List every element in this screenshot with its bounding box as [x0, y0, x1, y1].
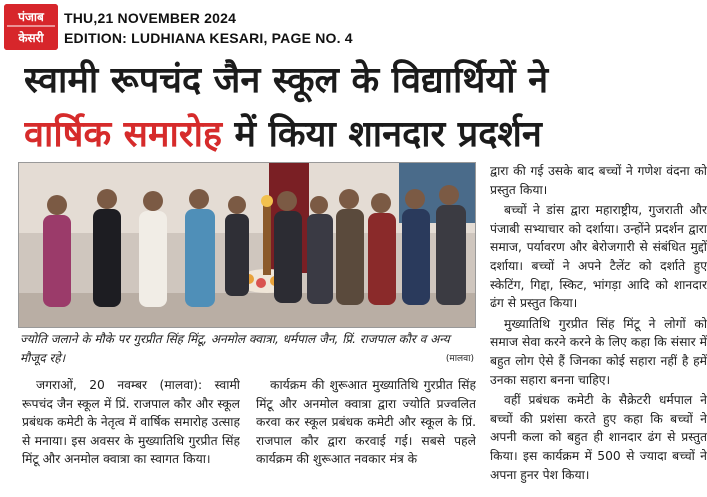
edition-info: EDITION: LUDHIANA KESARI, PAGE NO. 4 [64, 30, 353, 46]
headline-line2 [24, 112, 704, 158]
event-photo [18, 162, 476, 328]
event-photo-illustration [19, 163, 476, 328]
logo-mark [4, 4, 58, 50]
photo-source: (मालवा) [445, 354, 474, 364]
article-paragraph: बच्चों ने डांस द्वारा महाराष्ट्रीय, गुजराती और पंजाबी सभ्याचार को दर्शाया। उन्होंने प्रदर्शन द्वारा समाज, पर्यावरण और बेरोजगारी से संबंधित मुद्दों दर्शाया। बच्चों ने अपने टैलेंट को दर्शाते हुए स्केटिंग, गिद्दा, स्किट, भांगड़ा आदि को शानदार ढंग से प्रस्तुत किया। [490, 203, 707, 311]
article-paragraph: जगराओं, 20 नवम्बर (मालवा): स्वामी रूपचंद जैन स्कूल में प्रिं. राजपाल कौर और स्कूल प्रबंधक कमेटी के नेतृत्व में वार्षिक समारोह उत्साह से मनाया। इस अवसर के मुख्यातिथि गुरप्रीत सिंह मिंटू और अनमोल क्वात्रा का स्वागत किया। [22, 378, 240, 467]
headline-highlight: वार्षिक समारोह [24, 114, 223, 155]
article-paragraph: मुख्यातिथि गुरप्रीत सिंह मिंटू ने लोगों को समाज सेवा करने करने के लिए कहा कि संसार में बहुत लोग ऐसे हैं जिनका कोई सहारा नहीं है हमें उनका सहारा बनना चाहिए। [490, 316, 707, 387]
logo-text-line2: केसरी [18, 31, 44, 45]
article-paragraph: वहीं प्रबंधक कमेटी के सैक्रेटरी धर्मपाल ने बच्चों की प्रशंसा करते हुए कहा कि बच्चों ने अपनी कला को बहुत ही शानदार ढंग से प्रस्तुत किया। इस कार्यक्रम में 500 से ज्यादा बच्चों ने अपना हुनर पेश किया। [490, 393, 707, 482]
publication-date: THU,21 NOVEMBER 2024 [64, 10, 237, 26]
photo-caption [20, 330, 476, 370]
article-paragraph: कार्यक्रम की शुरूआत मुख्यातिथि गुरप्रीत सिंह मिंटू और अनमोल क्वात्रा द्वारा ज्योति प्रज्वलित करवा कर स्कूल प्रबंधक कमेटी और स्कूल के प्रिं. राजपाल कौर द्वारा करवाई गई। सबसे पहले कार्यक्रम की शुरूआत नवकार मंत्र के [256, 378, 476, 467]
headline-rest: में किया शानदार प्रदर्शन [222, 114, 542, 155]
article-paragraph: द्वारा की गई उसके बाद बच्चों ने गणेश वंदना को प्रस्तुत किया। [490, 164, 707, 197]
newspaper-logo [4, 4, 58, 50]
article-column-3 [490, 162, 707, 494]
article-column-1 [22, 376, 240, 494]
logo-text-line1: पंजाब [18, 10, 44, 24]
headline-line1: स्वामी रूपचंद जैन स्कूल के विद्यार्थियों ने [24, 60, 549, 101]
photo-caption-text: ज्योति जलाने के मौके पर गुरप्रीत सिंह मिंटू, अनमोल क्वात्रा, धर्मपाल जैन, प्रिं. राजपाल कौर व अन्य मौजूद रहे। [20, 332, 450, 365]
edition-meta [64, 8, 353, 48]
article-column-2 [256, 376, 476, 494]
